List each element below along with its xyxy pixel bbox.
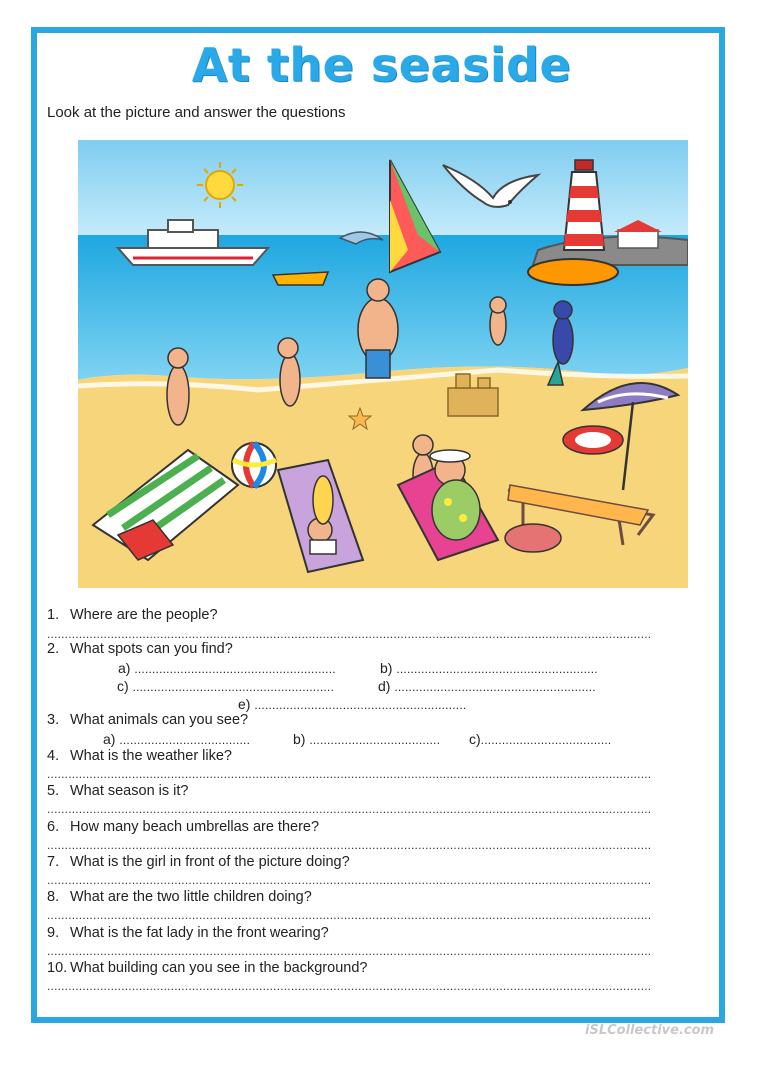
q2-option-c[interactable]: c) ......................................................... (117, 678, 334, 694)
q3-option-b[interactable]: b) ..................................... (293, 731, 441, 747)
q3-option-c[interactable]: c)..................................... (469, 731, 612, 747)
q2-option-d[interactable]: d) ......................................................... (378, 678, 596, 694)
question-10: 10. What building can you see in the background? (47, 960, 368, 976)
beach-bag (505, 524, 561, 552)
q2-option-b[interactable]: b) ......................................................... (380, 660, 598, 676)
question-8: 8. What are the two little children doing? (47, 889, 312, 905)
question-1: 1. Where are the people? (47, 607, 218, 623)
question-9: 9. What is the fat lady in the front wearing? (47, 925, 329, 941)
q2-option-e[interactable]: e) ............................................................ (238, 696, 467, 712)
question-2: 2. What spots can you find? (47, 641, 233, 657)
answer-line-7[interactable]: ........................................................................................................................................................................... (47, 873, 652, 887)
answer-line-4[interactable]: ........................................................................................................................................................................... (47, 767, 652, 781)
beach-scene-illustration (78, 140, 688, 588)
watermark: iSLCollective.com (585, 1023, 715, 1038)
instructions: Look at the picture and answer the questions (47, 104, 346, 121)
answer-line-6[interactable]: ........................................................................................................................................................................... (47, 838, 652, 852)
page-title: At the seaside (191, 38, 572, 92)
jet-ski (273, 272, 328, 285)
question-6: 6. How many beach umbrellas are there? (47, 819, 320, 835)
question-5: 5. What season is it? (47, 783, 189, 799)
q3-option-a[interactable]: a) ..................................... (103, 731, 251, 747)
question-7: 7. What is the girl in front of the picture doing? (47, 854, 350, 870)
beach-ball-icon (232, 443, 276, 487)
answer-line-9[interactable]: ........................................................................................................................................................................... (47, 944, 652, 958)
question-4: 4. What is the weather like? (47, 748, 232, 764)
dinghy (528, 259, 618, 285)
question-3: 3. What animals can you see? (47, 712, 249, 728)
answer-line-10[interactable]: ........................................................................................................................................................................... (47, 979, 652, 993)
answer-line-5[interactable]: ........................................................................................................................................................................... (47, 802, 652, 816)
answer-line-8[interactable]: ........................................................................................................................................................................... (47, 908, 652, 922)
answer-line-1[interactable]: ........................................................................................................................................................................... (47, 627, 652, 641)
q2-option-a[interactable]: a) ......................................................... (118, 660, 336, 676)
